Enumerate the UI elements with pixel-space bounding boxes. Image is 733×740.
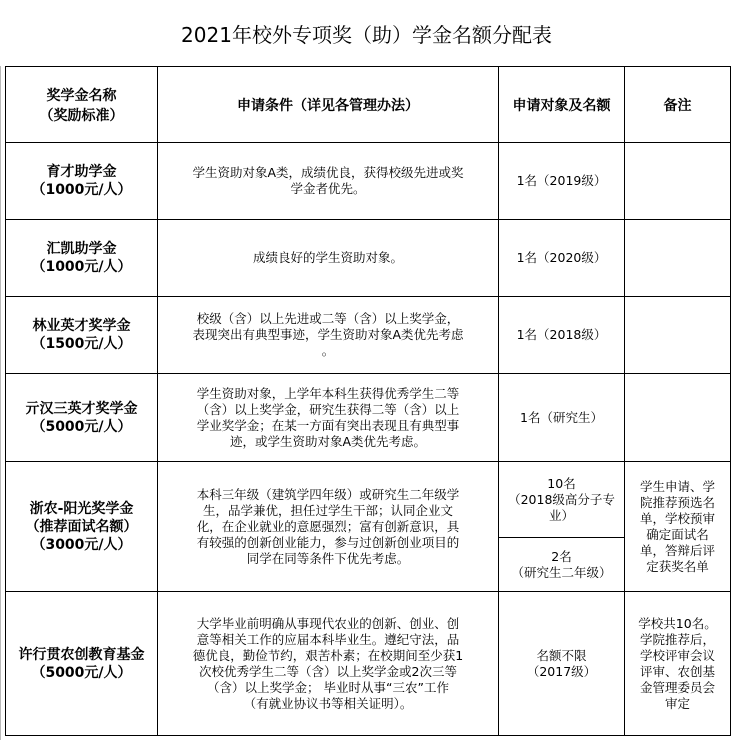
award-remark bbox=[625, 297, 731, 374]
page-title: 2021年校外专项奖（助）学金名额分配表 bbox=[181, 22, 552, 47]
condition-line: 大学毕业前明确从事现代农业的创新、创业、创 bbox=[196, 615, 460, 631]
award-name bbox=[6, 143, 158, 220]
remark-line: 学生申请、学 bbox=[639, 478, 715, 494]
target-line: 业） bbox=[548, 507, 574, 523]
award-target-undergrad bbox=[499, 462, 625, 538]
condition-line: 学生资助对象A类，成绩优良，获得校级先进或奖 bbox=[192, 165, 464, 180]
award-name bbox=[6, 374, 158, 462]
header-name bbox=[6, 67, 158, 143]
award-target bbox=[499, 592, 625, 736]
award-remark bbox=[625, 220, 731, 297]
award-target bbox=[499, 297, 625, 374]
award-standard: （1500元/人） bbox=[31, 336, 132, 352]
remark-line: 单，答辩后评 bbox=[639, 542, 715, 558]
remark-line: 院推荐预选名 bbox=[639, 494, 715, 510]
award-standard: （3000元/人） bbox=[31, 536, 132, 553]
target-line: （研究生二年级） bbox=[511, 564, 612, 580]
award-name bbox=[6, 220, 158, 297]
award-name-line: 许行贯农创教育基金 bbox=[18, 646, 145, 663]
award-conditions bbox=[158, 297, 499, 374]
award-target bbox=[499, 220, 625, 297]
award-target bbox=[499, 374, 625, 462]
award-name-line: 汇凯助学金 bbox=[46, 241, 117, 257]
remark-line: 学院推荐后， bbox=[639, 631, 715, 647]
condition-line: 德优良，勤俭节约，艰苦朴素；在校期间至少获1 bbox=[192, 647, 464, 663]
condition-line: 学生资助对象，上学年本科生获得优秀学生二等 bbox=[196, 385, 460, 401]
award-conditions bbox=[158, 462, 499, 592]
condition-line: （有就业协议书等相关证明）。 bbox=[243, 695, 413, 711]
remark-line: 审定 bbox=[664, 695, 690, 711]
award-remark bbox=[625, 374, 731, 462]
target-line: （2018级高分子专 bbox=[508, 491, 615, 507]
remark-line: 评审、农创基 bbox=[639, 663, 715, 679]
condition-line: 学业奖学金；在某一方面有突出表现且有典型事 bbox=[196, 417, 460, 433]
target-line: （2017级） bbox=[526, 663, 597, 679]
award-conditions bbox=[158, 374, 499, 462]
award-name bbox=[6, 462, 158, 592]
condition-line: （含）以上奖学金； 毕业时从事“三农”工作 bbox=[207, 679, 449, 695]
header-name-line: （奖励标准） bbox=[39, 107, 124, 124]
table-row bbox=[6, 462, 731, 538]
target-line: 1名（2018级） bbox=[516, 327, 607, 342]
award-standard: （5000元/人） bbox=[31, 664, 132, 681]
header-name-line: 奖学金名称 bbox=[46, 87, 117, 104]
header-row bbox=[6, 67, 731, 143]
award-name bbox=[6, 297, 158, 374]
header-target: 申请对象及名额 bbox=[499, 67, 625, 143]
condition-line: 生，品学兼优，担任过学生干部；认同企业文 bbox=[202, 502, 453, 518]
table-row bbox=[6, 143, 731, 220]
award-remark bbox=[625, 592, 731, 736]
target-line: 1名（2019级） bbox=[516, 173, 607, 188]
target-line: 1名（研究生） bbox=[520, 409, 603, 425]
award-conditions bbox=[158, 143, 499, 220]
remark-line: 单，学校预审 bbox=[639, 510, 715, 526]
condition-line: 意等相关工作的应届本科毕业生。遵纪守法，品 bbox=[196, 631, 460, 647]
remark-line: 学校共10名。 bbox=[638, 615, 717, 631]
condition-line: 化，在企业就业的意愿强烈；富有创新意识，具 bbox=[196, 518, 460, 534]
condition-line: 表现突出有典型事迹，学生资助对象A类优先考虑 bbox=[192, 327, 464, 342]
table-row bbox=[6, 592, 731, 736]
target-line: 1名（2020级） bbox=[516, 250, 607, 265]
target-line: 名额不限 bbox=[536, 647, 587, 663]
award-remark bbox=[625, 143, 731, 220]
condition-line: 成绩良好的学生资助对象。 bbox=[252, 250, 403, 265]
header-conditions: 申请条件（详见各管理办法） bbox=[158, 67, 499, 143]
award-target-graduate bbox=[499, 538, 625, 592]
award-standard: （1000元/人） bbox=[31, 182, 132, 198]
condition-line: 迹，或学生资助对象A类优先考虑。 bbox=[229, 433, 427, 449]
award-conditions bbox=[158, 592, 499, 736]
award-standard: （1000元/人） bbox=[31, 259, 132, 275]
remark-line: 确定面试名 bbox=[646, 526, 709, 542]
condition-line: （含）以上奖学金，研究生获得二等（含）以上 bbox=[196, 401, 460, 417]
remark-line: 定获奖名单 bbox=[646, 558, 709, 574]
award-name-line: 亓汉三英才奖学金 bbox=[25, 400, 138, 417]
table-row bbox=[6, 374, 731, 462]
condition-line: 校级（含）以上先进或二等（含）以上奖学金， bbox=[196, 311, 460, 326]
award-name bbox=[6, 592, 158, 736]
condition-line: 有较强的创新创业能力，参与过创新创业项目的 bbox=[196, 534, 460, 550]
table-row bbox=[6, 220, 731, 297]
award-name-line: 浙农-阳光奖学金 bbox=[29, 500, 134, 517]
condition-line: 学金者优先。 bbox=[290, 181, 366, 196]
header-remark: 备注 bbox=[625, 67, 731, 143]
award-remark bbox=[625, 462, 731, 592]
award-standard: （5000元/人） bbox=[31, 418, 132, 435]
award-conditions bbox=[158, 220, 499, 297]
target-line: 2名 bbox=[551, 548, 572, 564]
condition-line: 本科三年级（建筑学四年级）或研究生二年级学 bbox=[196, 486, 460, 502]
award-name-line: 育才助学金 bbox=[46, 164, 117, 180]
condition-line: 同学在同等条件下优先考虑。 bbox=[246, 550, 410, 566]
scholarship-table bbox=[5, 66, 731, 736]
award-name-note: （推荐面试名额） bbox=[25, 518, 138, 535]
award-name-line: 林业英才奖学金 bbox=[32, 318, 131, 334]
remark-line: 学校评审会议 bbox=[639, 647, 715, 663]
table-row bbox=[6, 297, 731, 374]
condition-line: 。 bbox=[321, 343, 335, 358]
target-line: 10名 bbox=[547, 475, 576, 491]
condition-line: 次校优秀学生二等（含）以上奖学金或2次三等 bbox=[199, 663, 457, 679]
remark-line: 金管理委员会 bbox=[639, 679, 715, 695]
sheet-gridline bbox=[0, 66, 1, 740]
award-target bbox=[499, 143, 625, 220]
